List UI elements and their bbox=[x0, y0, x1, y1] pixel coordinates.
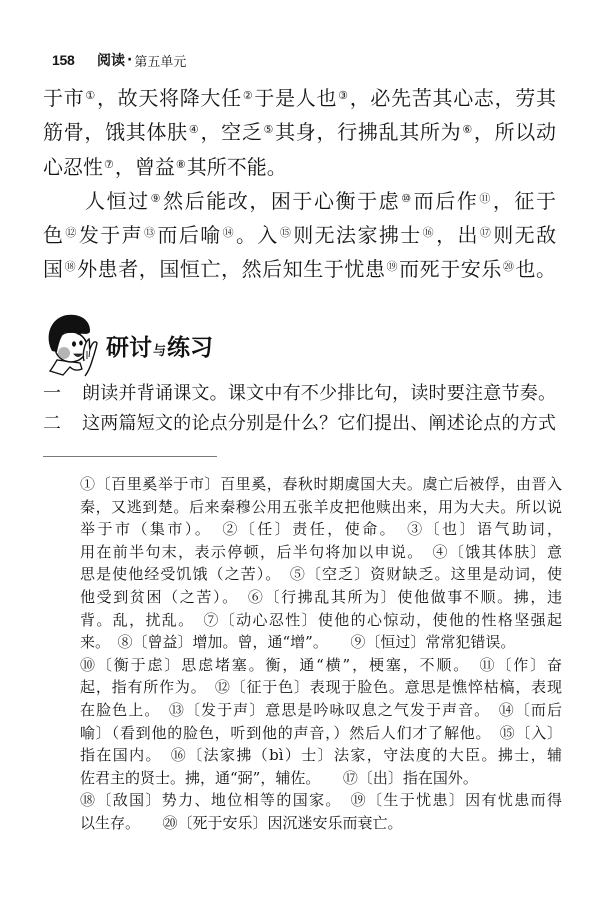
exercise-text: 朗读并背诵课文。课文中有不少排比句，读时要注意节奏。 bbox=[82, 383, 556, 404]
title-connector: 与 bbox=[153, 344, 167, 359]
footnote-line: 思是使他经受饥饿（之苦）。 ⑤〔空乏〕资财缺乏。这里是动词，使 bbox=[80, 565, 562, 584]
exercise-text: 这两篇短文的论点分别是什么？它们提出、阐述论点的方式 bbox=[82, 413, 556, 434]
footnote-marker: ⑧ bbox=[175, 157, 186, 171]
footnote-marker: ⑩ bbox=[401, 191, 413, 205]
footnote-marker: ⑤ bbox=[263, 123, 275, 137]
footnote-marker: ⑰ bbox=[479, 226, 493, 240]
footnote-marker: ⑦ bbox=[104, 157, 114, 171]
footnote-line: ⑩〔衡于虑〕思虑堵塞。衡，通“横”，梗塞，不顺。 ⑪〔作〕奋 bbox=[80, 655, 562, 674]
footnote-line: ①〔百里奚举于市〕百里奚，春秋时期虞国大夫。虞亡后被俘，由晋入 bbox=[80, 475, 562, 493]
footnote-marker: ⑭ bbox=[222, 226, 236, 240]
main-text bbox=[43, 81, 556, 287]
footnote-divider bbox=[43, 456, 217, 457]
footnote-marker: ⑬ bbox=[144, 226, 157, 240]
exercises-heading bbox=[44, 311, 244, 377]
footnote-line: 指在国内。 ⑯〔法家拂（bì）士〕法家，守法度的大臣。拂士，辅 bbox=[80, 746, 562, 765]
header-separator: · bbox=[127, 52, 133, 68]
text-line: 筋骨，饿其体肤④，空乏⑤其身，行拂乱其所为⑥，所以动 bbox=[43, 120, 556, 145]
text-line: 色⑫发于声⑬而后喻⑭。入⑮则无法家拂士⑯，出⑰则无敌 bbox=[43, 223, 556, 248]
title-part-1: 研讨 bbox=[106, 335, 152, 361]
footnote-marker: ④ bbox=[188, 123, 200, 137]
unit-label: 第五单元 bbox=[134, 54, 187, 70]
footnote-marker: ⑮ bbox=[279, 226, 293, 240]
exercises-title bbox=[106, 329, 213, 362]
footnote-line: 佐君主的贤士。拂，通“弼”，辅佐。 ⑰〔出〕指在国外。 bbox=[80, 768, 478, 787]
exercise-number: 一 bbox=[43, 383, 61, 404]
footnote-line: ⑱〔敌国〕势力、地位相等的国家。 ⑲〔生于忧患〕因有忧患而得 bbox=[80, 791, 562, 810]
footnote-line: 在脸色上。 ⑬〔发于声〕意思是吟咏叹息之气发于声音。 ⑭〔而后 bbox=[80, 700, 562, 719]
section-label: 阅读 bbox=[97, 53, 125, 69]
footnote-line: 他受到贫困（之苦）。 ⑥〔行拂乱其所为〕使他做事不顺。拂，违 bbox=[80, 587, 562, 606]
footnote-line: 举于市（集市）。 ②〔任〕责任，使命。 ③〔也〕语气助词， bbox=[80, 520, 562, 539]
footnote-marker: ② bbox=[242, 89, 254, 102]
page-number: 158 bbox=[52, 52, 75, 68]
footnote-marker: ⑪ bbox=[479, 191, 492, 205]
exercise-number: 二 bbox=[43, 413, 61, 434]
footnote-marker: ① bbox=[85, 89, 96, 102]
footnote-marker: ⑳ bbox=[502, 260, 515, 274]
footnote-line: 起，指有所作为。 ⑫〔征于色〕表现于脸色。意思是憔悴枯槁，表现 bbox=[80, 678, 562, 697]
text-line: 心忍性⑦，曾益⑧其所不能。 bbox=[43, 154, 287, 179]
cartoon-boy-icon bbox=[44, 311, 100, 377]
footnote-line: 以生存。 ⑳〔死于安乐〕因沉迷安乐而衰亡。 bbox=[80, 813, 403, 832]
text-line: 人恒过⑨然后能改，困于心衡于虑⑩而后作⑪，征于 bbox=[85, 188, 556, 213]
footnote-line: 用在前半句末，表示停顿，后半句将加以申说。 ④〔饿其体肤〕意 bbox=[80, 542, 562, 561]
text-line: 于市①，故天将降大任②于是人也③，必先苦其心志，劳其 bbox=[43, 86, 556, 110]
footnotes bbox=[80, 473, 562, 835]
exercise-item bbox=[43, 409, 556, 438]
footnote-marker: ⑫ bbox=[65, 226, 78, 240]
text-line: 国⑱外患者，国恒亡，然后知生于忧患⑲而死于安乐⑳也。 bbox=[43, 257, 556, 282]
running-header bbox=[52, 49, 186, 71]
footnote-line: 秦，又逃到楚。后来秦穆公用五张羊皮把他赎出来，用为大夫。所以说 bbox=[80, 497, 562, 516]
footnote-marker: ⑥ bbox=[462, 123, 473, 137]
footnote-marker: ⑨ bbox=[150, 191, 163, 205]
exercise-item bbox=[43, 379, 556, 408]
footnote-marker: ⑱ bbox=[64, 260, 77, 274]
footnote-line: 背。乱，扰乱。 ⑦〔动心忍性〕使他的心惊动，使他的性格坚强起 bbox=[80, 610, 562, 629]
footnote-marker: ⑯ bbox=[422, 226, 436, 240]
title-part-2: 练习 bbox=[167, 335, 214, 361]
footnote-line: 喻〕（看到他的脸色，听到他的声音，）然后人们才了解他。 ⑮〔入〕 bbox=[80, 723, 562, 742]
footnote-line: 来。 ⑧〔曾益〕增加。曾，通“增”。 ⑨〔恒过〕常常犯错误。 bbox=[80, 633, 516, 652]
footnote-marker: ③ bbox=[338, 89, 349, 102]
footnote-marker: ⑲ bbox=[386, 260, 399, 274]
